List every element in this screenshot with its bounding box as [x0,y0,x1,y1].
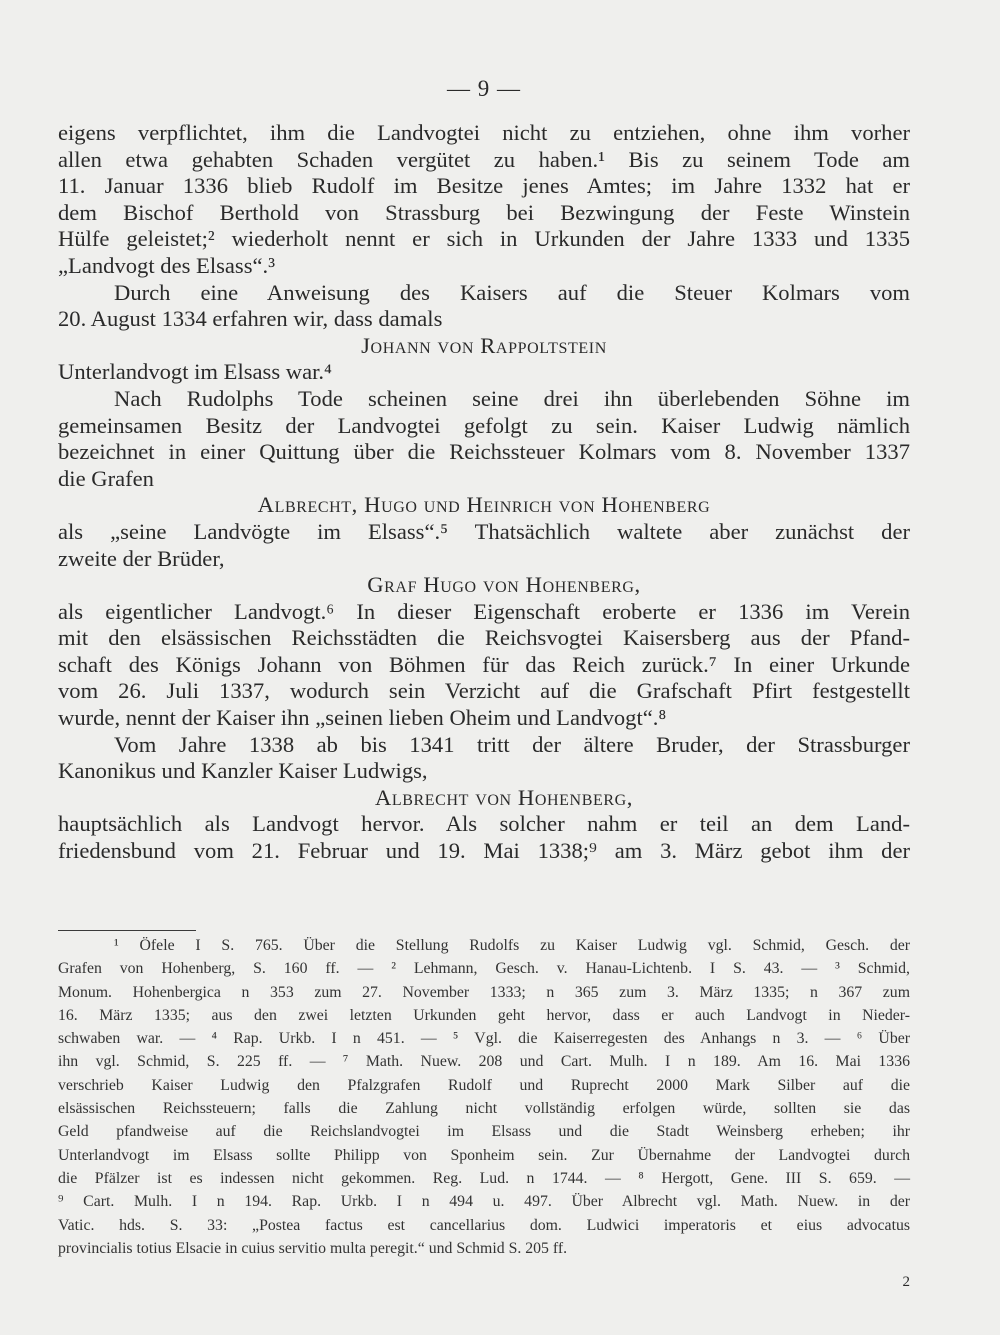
text-line: schaft des Königs Johann von Böhmen für das Reich zurück.⁷ In einer Urkunde [58,651,910,677]
text-line: „Landvogt des Elsass“.³ [58,252,275,278]
text-line: vom 26. Juli 1337, wodurch sein Verzicht auf die Grafschaft Pfirt festgestellt [58,678,910,704]
text-line: allen etwa gehabten Schaden vergütet zu haben.¹ Bis zu seinem Tode am [58,146,910,172]
signature-mark: 2 [902,1274,910,1290]
text-line: gemeinsamen Besitz der Landvogtei gefolgt zu sein. Kaiser Ludwig nämlich [58,412,910,438]
text-line: Hülfe geleistet;² wiederholt nennt er sich in Urkunden der Jahre 1333 und 1335 [58,226,910,252]
text-line: die Grafen [58,465,154,491]
footnote-line: Geld pfandweise auf die Reichslandvogtei im Elsass und die Stadt Weinsberg erheben; ihr [58,1123,910,1141]
footnote-line: ihn vgl. Schmid, S. 225 ff. — ⁷ Math. Nuew. 208 und Cart. Mulh. I n 189. Am 16. Mai 1336 [58,1053,910,1071]
footnote-line: Vatic. hds. S. 33: „Postea factus est cancellarius dom. Ludwici imperatoris et eius advocatus [58,1216,910,1234]
footnote-line: verschrieb Kaiser Ludwig den Pfalzgrafen Rudolf und Ruprecht 2000 Mark Silber auf die [58,1076,910,1094]
text-line: hauptsächlich als Landvogt hervor. Als solcher nahm er teil an dem Land- [58,811,910,837]
text-line: Durch eine Anweisung des Kaisers auf die Steuer Kolmars vom [114,279,910,305]
text-line: Albrecht, Hugo und Heinrich von Hohenberg [257,492,711,518]
footnote-line: Monum. Hohenbergica n 353 zum 27. November 1333; n 365 zum 3. März 1335; n 367 zum [58,983,910,1001]
footnote-line: Grafen von Hohenberg, S. 160 ff. — ² Lehmann, Gesch. v. Hanau-Lichtenb. I S. 43. — ³ Schmid, [58,960,910,978]
text-line: Graf Hugo von Hohenberg, [367,572,641,598]
footnote-line: schwaben war. — ⁴ Rap. Urkb. I n 451. — ⁵ Vgl. die Kaiserregesten des Anhangs n 3. — ⁶ Über [58,1030,910,1048]
footnote-line: 16. März 1335; aus den zwei letzten Urkunden geht hervor, dass er auch Landvogt in Nieder- [58,1006,910,1024]
text-line: als eigentlicher Landvogt.⁶ In dieser Eigenschaft eroberte er 1336 im Verein [58,598,910,624]
text-line: wurde, nennt der Kaiser ihn „seinen lieben Oheim und Landvogt“.⁸ [58,705,667,731]
footnote-line: provincialis totius Elsacie in cuius servitio multa peregit.“ und Schmid S. 205 ff. [58,1239,568,1257]
page-number: — 9 — [447,76,521,101]
text-line: Albrecht von Hohenberg, [374,784,634,810]
text-line: Johann von Rappoltstein [361,332,607,358]
text-line: Nach Rudolphs Tode scheinen seine drei ihn überlebenden Söhne im [114,385,910,411]
text-line: bezeichnet in einer Quittung über die Reichssteuer Kolmars vom 8. November 1337 [58,439,910,465]
text-line: eigens verpflichtet, ihm die Landvogtei nicht zu entziehen, ohne ihm vorher [58,120,910,145]
text-line: Unterlandvogt im Elsass war.⁴ [58,359,332,385]
text-line: zweite der Brüder, [58,545,225,571]
footnote-line: ¹ Öfele I S. 765. Über die Stellung Rudolfs zu Kaiser Ludwig vgl. Schmid, Gesch. der [114,937,910,954]
text-line: friedensbund vom 21. Februar und 19. Mai 1338;⁹ am 3. März gebot ihm der [58,838,910,864]
footnote-line: elsässischen Reichssteuern; falls die Zahlung nicht vollständig erfolgen würde, sollten sie das [58,1100,910,1118]
text-line: als „seine Landvögte im Elsass“.⁵ Thatsächlich waltete aber zunächst der [58,518,910,544]
footnotes [58,934,910,1260]
footnote-separator [58,930,196,931]
text-line: 20. August 1334 erfahren wir, dass damals [58,306,443,332]
footnote-line: Unterlandvogt im Elsass sollte Philipp von Sponheim sein. Zur Übernahme der Landvogtei durch [58,1146,910,1164]
text-line: Vom Jahre 1338 ab bis 1341 tritt der ältere Bruder, der Strassburger [114,731,910,757]
main-text [58,120,910,865]
text-line: 11. Januar 1336 blieb Rudolf im Besitze jenes Amtes; im Jahre 1332 hat er [58,173,910,199]
text-line: Kanonikus und Kanzler Kaiser Ludwigs, [58,758,428,784]
footnote-line: ⁹ Cart. Mulh. I n 194. Rap. Urkb. I n 494 u. 497. Über Albrecht vgl. Math. Nuew. in der [58,1193,910,1211]
text-line: mit den elsässischen Reichsstädten die Reichsvogtei Kaisersberg aus der Pfand- [58,625,910,651]
footnote-line: die Pfälzer ist es indessen nicht gekommen. Reg. Lud. n 1744. — ⁸ Hergott, Gene. III S. 659. — [58,1169,910,1187]
text-line: dem Bischof Berthold von Strassburg bei Bezwingung der Feste Winstein [58,199,910,225]
